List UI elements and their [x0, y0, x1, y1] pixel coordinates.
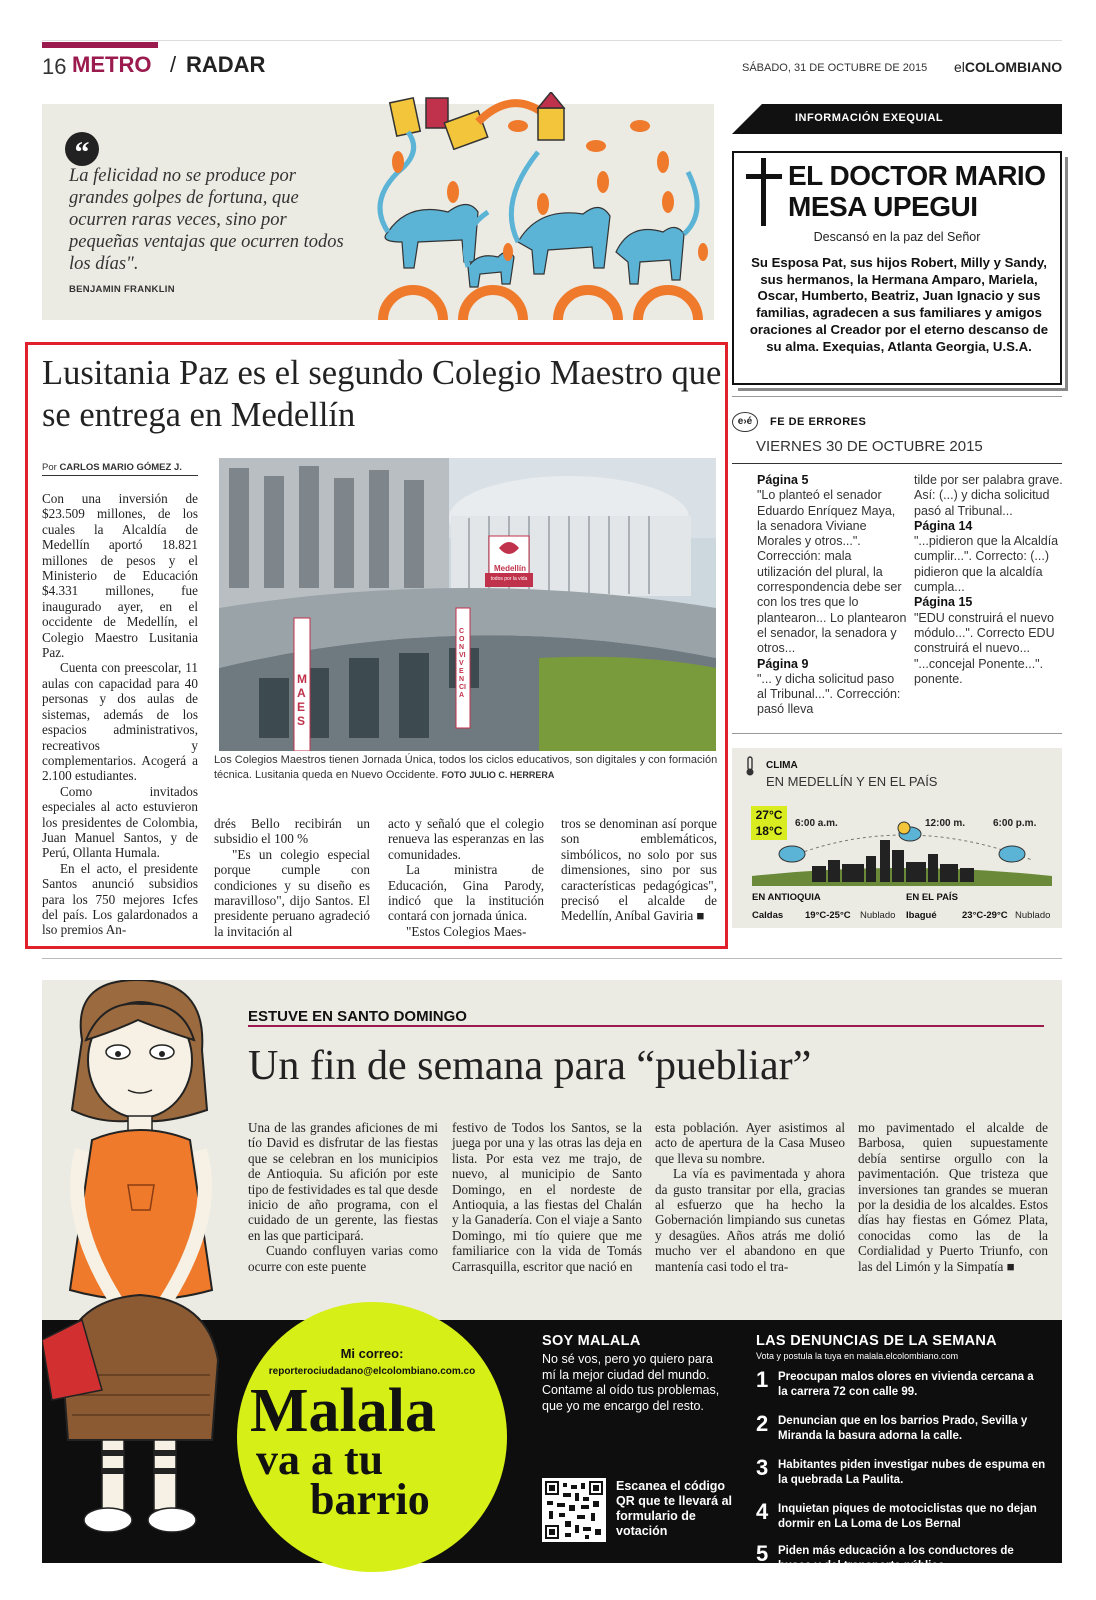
denuncia-item[interactable]	[756, 1367, 1046, 1400]
photo-sign-medellin: Medellín	[493, 564, 526, 573]
bird-icons	[508, 120, 650, 152]
weather-right-range: 23°C-29°C	[962, 910, 1008, 921]
weather-time-noon: 12:00 m.	[925, 818, 966, 829]
denuncia-number: 5	[756, 1541, 769, 1566]
obituary-name: EL DOCTOR MARIO MESA UPEGUI	[788, 160, 1046, 222]
weather-time-evening: 6:00 p.m.	[993, 818, 1037, 829]
denuncias-title: LAS DENUNCIAS DE LA SEMANA	[756, 1333, 997, 1349]
weather-title: CLIMA	[766, 760, 798, 771]
denuncia-number: 2	[756, 1411, 769, 1436]
ring-icons	[383, 290, 698, 320]
weather-right-values: Ibagué	[906, 910, 937, 921]
obituary-header: INFORMACIÓN EXEQUIAL	[795, 112, 944, 124]
denuncia-text: Habitantes piden investigar nubes de espuma en la quebrada La Paulita.	[778, 1459, 1046, 1486]
obituary-body: Su Esposa Pat, sus hijos Robert, Milly y Sandy, sus hermanos, la Hermana Amparo, Mariela, Oscar, Humberto, Beatriz, Juan Ignacio y sus familias, agradecen a sus familiares y amigos oraciones al Creador por el eterno descanso de su alma. Exequias, Atlanta Georgia, U.S.A.	[749, 255, 1049, 354]
cat-icons	[385, 205, 684, 288]
feature-kicker: ESTUVE EN SANTO DOMINGO	[248, 1008, 467, 1025]
photo-caption: Los Colegios Maestros tienen Jornada Única, todos los ciclos educativos, son digitales y con formación técnica. Lusitania queda en Nuevo Occidente. FOTO JULIO C. HERRERA	[214, 754, 718, 781]
article-column-3: acto y señaló que el colegio renueva las esperanzas en las comunidades. La ministra de Educación, Gina Parody, indicó que la institución contará con jornada única. "Estos Colegios Maes-	[388, 816, 544, 939]
article-photo[interactable]	[219, 458, 716, 751]
issue-date: SÁBADO, 31 DE OCTUBRE DE 2015	[742, 62, 928, 74]
malala-girl-illustration	[42, 980, 237, 1560]
feature-column-3: esta población. Ayer asistimos al acto de apertura de la Casa Museo que lleva su nombre. La vía es pavimentada y ahora da gusto transitar por ella, gracias al esfuerzo que ha hecho la Gobernación limpiando sus cunetas y desagües. Años atrás me dolió mucho ver el abandono en que mantenía casi todo el tra-	[655, 1120, 845, 1274]
subsection-name[interactable]: RADAR	[186, 52, 266, 77]
quote-icon: “	[65, 132, 99, 166]
sun-icon	[898, 822, 910, 834]
soy-malala-text: No sé vos, pero yo quiero para mí la mejor ciudad del mundo. Contame al oído tus problemas, que yo me encargo del resto.	[542, 1352, 720, 1413]
denuncia-number: 4	[756, 1499, 769, 1524]
photo-banner-maes: MAES	[297, 672, 307, 728]
header-rule	[42, 40, 1062, 41]
feature-kicker-rule	[248, 1025, 1044, 1027]
denuncia-item[interactable]	[756, 1541, 1046, 1574]
malala-email-link[interactable]: reporterociudadano@elcolombiano.com.co	[268, 1366, 476, 1377]
denuncias-subtitle[interactable]: Vota y postula la tuya en malala.elcolombiano.com	[756, 1351, 959, 1361]
feature-title[interactable]: Un fin de semana para “puebliar”	[248, 1043, 812, 1089]
section-divider: /	[170, 52, 177, 77]
errata-text: "Lo planteó el senador Eduardo Enríquez Maya, la senadora Viviane Morales y otros...". Corrección: mala utilización del plural, la correspondencia debe ser con los tres que lo plantearon... Lo plantearon el senador, la senadora y otros...	[757, 488, 907, 656]
errata-column-2	[914, 473, 1064, 687]
errata-rule	[732, 463, 1062, 464]
school-building-image	[219, 458, 716, 751]
feature-column-2: festivo de Todos los Santos, se la juega por una y las otras las deja en lista. Por esta vez me trajo, de nuevo, al municipio de Santo Domingo, en el nordeste de Antioquia, a las fiestas del Chalán y la Ganadería. Con el viaje a Santo Domingo, mi tío quiere que me familiarice con la vida de Tomás Carrasquilla, escritor que nació en	[452, 1120, 642, 1274]
denuncia-number: 1	[756, 1367, 769, 1392]
errata-page-label: Página 15	[914, 595, 973, 610]
cross-icon	[744, 158, 784, 226]
malala-mail-label: Mi correo:	[340, 1346, 404, 1361]
errata-title: FE DE ERRORES	[770, 416, 867, 428]
denuncia-item[interactable]	[756, 1411, 1046, 1444]
weather-left-condition: Nublado	[860, 910, 896, 921]
denuncia-item[interactable]	[756, 1455, 1046, 1488]
byline-rule	[42, 475, 198, 476]
malala-logo-text: Malala va a tu barrio	[250, 1377, 436, 1524]
weather-time-morning: 6:00 a.m.	[795, 818, 838, 829]
errata-top-rule	[732, 396, 1062, 397]
errata-page-label: Página 14	[914, 518, 973, 533]
errata-icon: e›é	[732, 412, 758, 432]
soy-malala-title: SOY MALALA	[542, 1333, 641, 1349]
errata-text: "EDU construirá el nuevo módulo...". Correcto EDU construirá el nuevo... "...concejal Ponente...". ponente.	[914, 610, 1055, 686]
errata-bottom-rule	[732, 733, 1062, 734]
weather-region-left: EN ANTIOQUIA	[752, 892, 821, 903]
qr-code-graphic	[545, 1481, 603, 1539]
obituary-header-notch	[732, 104, 762, 134]
section-color-bar	[42, 42, 158, 48]
quote-text: La felicidad no se produce por grandes golpes de fortuna, que ocurren raras veces, sino por pequeñas ventajas que ocurren todos los días".	[69, 166, 344, 274]
feature-column-1: Una de las grandes aficiones de mi tío David es disfrutar de las fiestas que se celebran en los municipios de Antioquia. Su afición por este tipo de festividades es tal que desde inicio de año programa, con el cuidado de un gerente, las fiestas en las que participará. Cuando confluyen varias como ocurre con este puente	[248, 1120, 438, 1274]
building-icons	[390, 92, 564, 149]
quote-author: BENJAMIN FRANKLIN	[69, 284, 175, 295]
errata-date: VIERNES 30 DE OCTUBRE 2015	[756, 438, 983, 455]
thermometer-icon	[744, 756, 756, 776]
weather-left-range: 19°C-25°C	[805, 910, 851, 921]
newspaper-brand[interactable]: elCOLOMBIANO	[954, 59, 1063, 75]
errata-text: "... y dicha solicitud paso al Tribunal...". Corrección: pasó lleva	[757, 671, 901, 717]
article-column-4: tros se denominan así porque son emblemáticos, simbólicos, no solo por sus dimensiones, sino por sus características pedagógicas", precisó el alcalde de Medellín, Aníbal Gaviria ■	[561, 816, 717, 924]
denuncia-item[interactable]	[756, 1499, 1046, 1532]
article-column-1: Con una inversión de $23.509 millones, de los cuales la Alcaldía de Medellín aportó 18.821 millones de pesos y el Ministerio de Educación $4.331 millones, fue inaugurado ayer, en el occidente de Medellín, el Colegio Maestro Lusitania Paz. Cuenta con preescolar, 11 aulas con capacidad para 40 personas y dos aulas de sistemas, además de los espacios administrativos, recreativos y complementarios. Acogerá a 2.100 estudiantes. Como invitados especiales al acto estuvieron los presidentes de Colombia, Juan Manuel Santos, y de Perú, Ollanta Humala. En el acto, el presidente Santos anunció subsidios para los 750 mejores Icfes del país. Los galardonados a lso premios An-	[42, 491, 198, 938]
errata-page-label: Página 9	[757, 656, 809, 671]
skyline-weather-illustration	[752, 820, 1052, 888]
photo-banner-convivencia: CONVIVENCIA	[459, 628, 466, 699]
errata-text: "...pidieron que la Alcaldía cumplir...". Correcto: (...) pidieron que la alcaldía cumpla...	[914, 534, 1059, 595]
feature-column-4: mo pavimentado el alcalde de Barbosa, quien supuestamente debía sentirse orgullo con la pavimentación. Que tristeza que inversiones tan grandes se mueran por la desidia de los alcaldes. Estos días hay fiestas en Gómez Plata, conocidas como las de la Cordialidad y Puerto Triunfo, con las del Limón y la Simpatía ■	[858, 1120, 1048, 1274]
weather-region-right: EN EL PAÍS	[906, 892, 958, 903]
errata-column-1	[757, 473, 907, 718]
errata-page-label: Página 5	[757, 473, 809, 487]
skyline-icon	[812, 840, 974, 882]
weather-right-condition: Nublado	[1015, 910, 1051, 921]
lead-article-title[interactable]: Lusitania Paz es el segundo Colegio Maestro que se entrega en Medellín	[42, 354, 722, 434]
denuncia-number: 3	[756, 1455, 769, 1480]
article-column-2: drés Bello recibirán un subsidio el 100 % "Es un colegio especial porque cumple con condiciones y su diseño es maravilloso", dijo Santos. El presidente peruano agradeció la invitación al	[214, 816, 370, 939]
denuncia-text: Denuncian que en los barrios Prado, Sevilla y Miranda la basura adorna la calle.	[778, 1415, 1028, 1442]
denuncia-text: Inquietan piques de motociclistas que no dejan dormir en La Loma de Los Bernal	[778, 1503, 1037, 1530]
weather-left-values: Caldas	[752, 910, 784, 921]
section-name[interactable]: METRO	[72, 52, 152, 77]
denuncia-text: Preocupan malos olores en vivienda cercana a la carrera 72 con calle 99.	[778, 1371, 1034, 1398]
qr-code-icon[interactable]	[542, 1478, 606, 1542]
page-number: 16	[42, 54, 67, 79]
obituary-subtitle: Descansó en la paz del Señor	[813, 230, 981, 244]
cats-city-illustration	[368, 92, 714, 320]
temperature-badge: 27°C 18°C	[751, 806, 787, 840]
photo-sign-slogan: todos por la vida	[490, 576, 528, 582]
article-byline: Por CARLOS MARIO GÓMEZ J.	[42, 462, 182, 473]
qr-instructions: Escanea el código QR que te llevará al formulario de votación	[616, 1479, 733, 1538]
errata-text: tilde por ser palabra grave. Así: (...) y dicha solicitud pasó al Tribunal...	[914, 473, 1063, 518]
section-divider-rule	[42, 958, 1062, 959]
denuncia-text: Piden más educación a los conductores de buses y del transporte público.	[778, 1545, 1014, 1572]
weather-subtitle: EN MEDELLÍN Y EN EL PAÍS	[766, 774, 938, 789]
